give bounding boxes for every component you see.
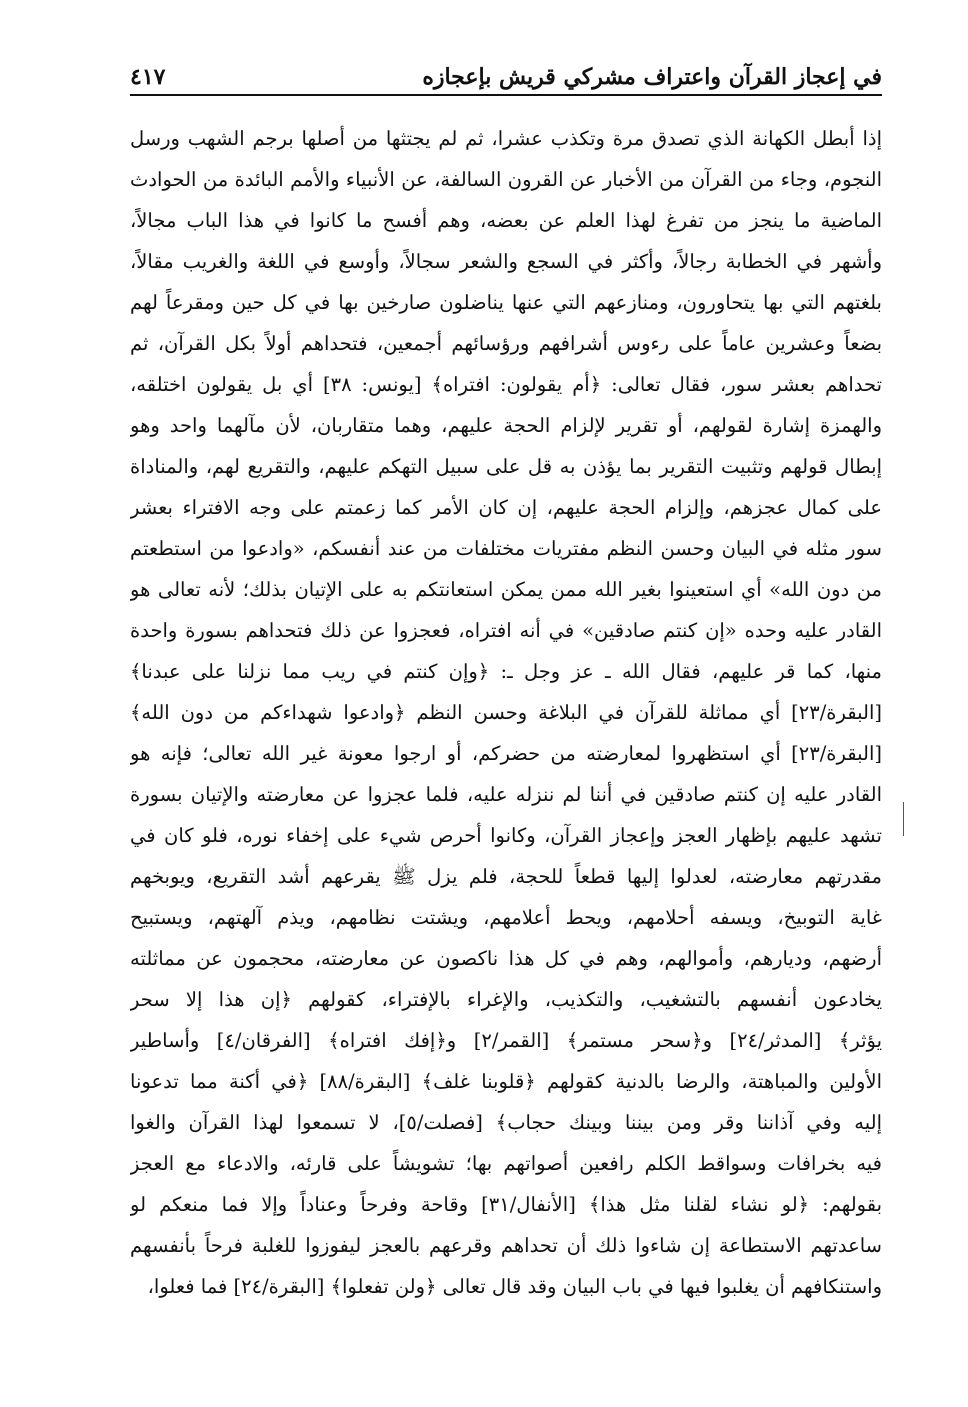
text-line: النجوم، وجاء من القرآن من الأخبار عن القرون السالفة، عن الأنبياء والأمم البائدة من الحوادث bbox=[130, 168, 882, 191]
body-text bbox=[130, 118, 882, 1358]
text-line: منها، كما قر عليهم، فقال الله ـ عز وجل ـ: ﴿وإن كنتم في ريب مما نزلنا على عبدنا﴾ bbox=[130, 660, 882, 683]
text-line: ساعدتهم الاستطاعة إن شاءوا ذلك أن تحداهم وقرعهم بالعجز ليفوزوا للغلبة فرحاً بأنفسهم bbox=[130, 1234, 882, 1257]
header-title: في إعجاز القرآن واعتراف مشركي قريش بإعجازه bbox=[422, 64, 882, 90]
text-line: الأولين والمباهتة، والرضا بالدنية كقولهم ﴿قلوبنا غلف﴾ [البقرة/٨٨] ﴿في أكنة مما تدعونا bbox=[130, 1070, 882, 1093]
text-line: بلغتهم التي بها يتحاورون، ومنازعهم التي عنها يناضلون صارخين بها في كل حين ومقرعاً لهم bbox=[130, 291, 882, 314]
text-line: تحداهم بعشر سور، فقال تعالى: ﴿أم يقولون: افتراه﴾ [يونس: ٣٨] أي بل يقولون اختلقه، bbox=[130, 373, 882, 396]
text-line: إبطال قولهم وتثبيت التقرير بما يؤذن به قل على سبيل التهكم عليهم، والتقريع لهم، والمناداة bbox=[130, 455, 882, 478]
text-line: واستنكافهم أن يغلبوا فيها في باب البيان وقد قال تعالى ﴿ولن تفعلوا﴾ [البقرة/٢٤] فما فعلوا، bbox=[147, 1275, 882, 1298]
text-line: القادر عليه وحده «إن كنتم صادقين» في أنه افتراه، فعجزوا عن ذلك فتحداهم بسورة واحدة bbox=[130, 619, 882, 642]
text-line: يؤثر﴾ [المدثر/٢٤] و﴿سحر مستمر﴾ [القمر/٢] و﴿إفك افتراه﴾ [الفرقان/٤] وأساطير bbox=[130, 1029, 882, 1052]
text-line: بقولهم: ﴿لو نشاء لقلنا مثل هذا﴾ [الأنفال/٣١] وقاحة وفرحاً وعناداً وإلا فما منعكم لو bbox=[130, 1193, 882, 1216]
text-line: أرضهم، وديارهم، وأموالهم، وهم في كل هذا ناكصون عن معارضته، محجمون عن مماثلته bbox=[130, 947, 882, 970]
text-line: [البقرة/٢٣] أي استظهروا لمعارضته من حضركم، أو ارجوا معونة غير الله تعالى؛ فإنه هو bbox=[130, 742, 882, 765]
text-line: وأشهر في الخطابة رجالاً، وأكثر في السجع والشعر سجالاً، وأوسع في اللغة والغريب مقالاً، bbox=[130, 250, 882, 273]
margin-mark bbox=[903, 802, 904, 836]
text-line: سور مثله في البيان وحسن النظم مفتريات مختلفات من عند أنفسكم، «وادعوا من استطعتم bbox=[130, 537, 882, 560]
text-line: غاية التوبيخ، ويسفه أحلامهم، ويحط أعلامهم، ويشتت نظامهم، ويذم آلهتهم، ويستبيح bbox=[130, 906, 882, 929]
text-line: الماضية ما ينجز من تفرغ لهذا العلم عن بعضه، وهم أفسح ما كانوا في هذا الباب مجالاً، bbox=[130, 209, 882, 232]
text-line: إذا أبطل الكهانة الذي تصدق مرة وتكذب عشرا، ثم لم يجتثها من أصلها برجم الشهب ورسل bbox=[130, 127, 882, 150]
text-line: على كمال عجزهم، وإلزام الحجة عليهم، إن كان الأمر كما زعمتم على وجه الافتراء بعشر bbox=[130, 496, 882, 519]
text-line: [البقرة/٢٣] أي مماثلة للقرآن في البلاغة وحسن النظم ﴿وادعوا شهداءكم من دون الله﴾ bbox=[130, 701, 882, 724]
text-line: مقدرتهم معارضته، لعدلوا إليها قطعاً للحجة، فلم يزل ﷺ يقرعهم أشد التقريع، ويوبخهم bbox=[130, 865, 882, 888]
text-line: يخادعون أنفسهم بالتشغيب، والتكذيب، والإغراء بالإفتراء، كقولهم ﴿إن هذا إلا سحر bbox=[130, 988, 882, 1011]
text-line: بضعاً وعشرين عاماً على رءوس أشرافهم ورؤسائهم أجمعين، فتحداهم أولاً بكل القرآن، ثم bbox=[130, 332, 882, 355]
text-line: فيه بخرافات وسواقط الكلم رافعين أصواتهم بها؛ تشويشاً على قارئه، والادعاء مع العجز bbox=[130, 1152, 882, 1175]
text-line: من دون الله» أي استعينوا بغير الله ممن يمكن استعانتكم به على الإتيان بذلك؛ لأنه تعالى هو bbox=[130, 578, 882, 601]
text-line: إليه وفي آذاننا وقر ومن بيننا وبينك حجاب﴾ [فصلت/٥]، لا تسمعوا لهذا القرآن والغوا bbox=[130, 1111, 882, 1134]
text-line: والهمزة إشارة لقولهم، أو تقرير لإلزام الحجة عليهم، وهما متقاربان، لأن مآلهما واحد وهو bbox=[130, 414, 882, 437]
text-line: تشهد عليهم بإظهار العجز وإعجاز القرآن، وكانوا أحرص شيء على إخفاء نوره، فلو كان في bbox=[130, 824, 882, 847]
page-number: ٤١٧ bbox=[130, 64, 166, 90]
text-line: القادر عليه إن كنتم صادقين في أننا لم ننزله عليه، فلما عجزوا عن معارضته والإتيان بسورة bbox=[130, 783, 882, 806]
running-header bbox=[130, 56, 882, 96]
